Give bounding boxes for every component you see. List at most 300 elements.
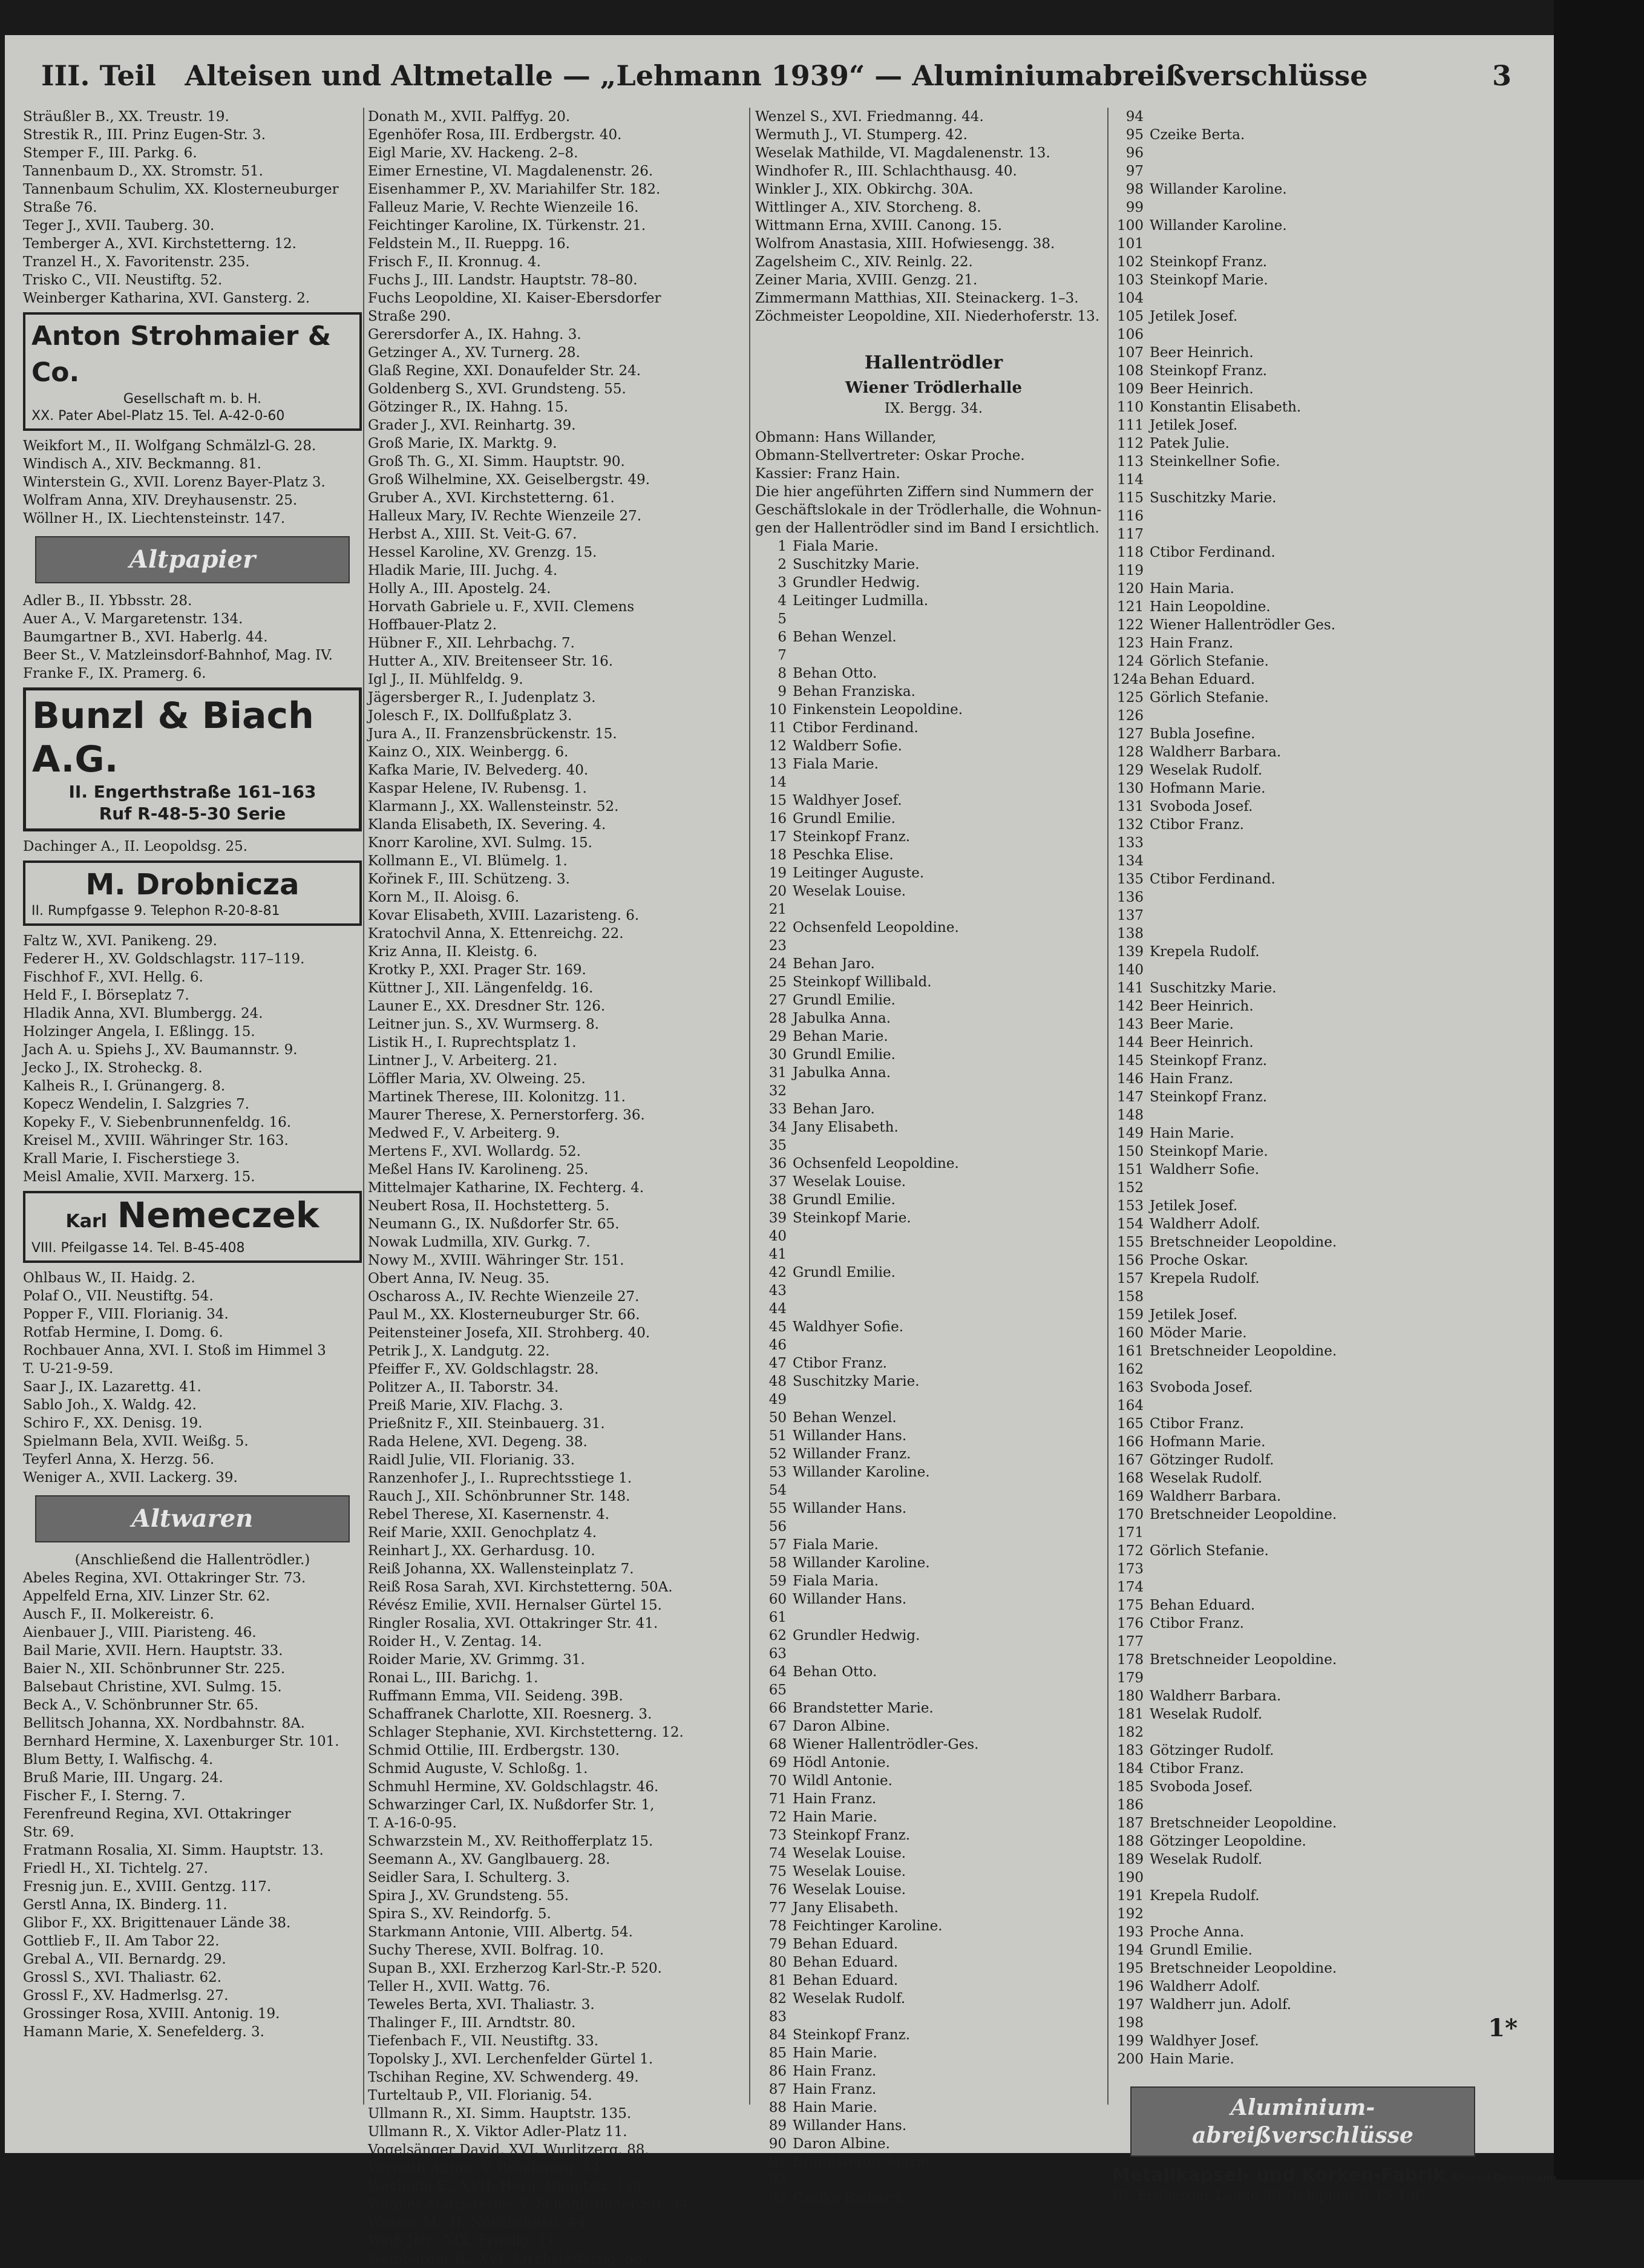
stall-holder: Ctibor Franz. bbox=[793, 1355, 887, 1371]
stall-row bbox=[1112, 1324, 1493, 1342]
stall-number: 141 bbox=[1117, 980, 1144, 996]
entry-line: Ranzenhofer J., I.. Ruprechtsstiege 1. bbox=[368, 1470, 632, 1486]
stall-row bbox=[755, 1118, 1112, 1136]
stall-row bbox=[755, 664, 1112, 683]
stall-holder: Götzinger Rudolf. bbox=[1150, 1743, 1274, 1758]
stall-holder: Bretschneider Leopoldine. bbox=[1150, 1507, 1337, 1522]
entry-line: Grossl F., XV. Hadmerlsg. 27. bbox=[23, 1988, 229, 2004]
stall-holder: Bretschneider Leopoldine. bbox=[1150, 1652, 1337, 1668]
stall-number: 180 bbox=[1117, 1688, 1144, 1704]
stall-holder: Behan Marie. bbox=[793, 1029, 888, 1044]
stall-row bbox=[1112, 816, 1493, 834]
stall-number: 10 bbox=[768, 702, 787, 718]
stall-holder: Suschitzky Marie. bbox=[1150, 490, 1277, 506]
stall-holder: Hain Leopoldine. bbox=[1150, 599, 1271, 615]
entry-line: Zöchmeister Leopoldine, XII. Niederhoferstr. 13. bbox=[755, 309, 1100, 324]
stall-row bbox=[755, 792, 1112, 810]
stall-number: 154 bbox=[1117, 1216, 1144, 1232]
entry-line: Str. 69. bbox=[23, 1824, 74, 1840]
stall-row bbox=[1112, 1270, 1493, 1288]
section-note: (Anschließend die Hallentrödler.) bbox=[74, 1552, 310, 1568]
stall-number: 198 bbox=[1117, 2015, 1144, 2031]
page-number: 3 bbox=[1492, 59, 1511, 92]
stall-number: 197 bbox=[1117, 1997, 1144, 2013]
stall-number: 46 bbox=[768, 1337, 787, 1353]
stall-row bbox=[1112, 2032, 1493, 2050]
entry-line: Ruffmann Emma, VII. Seideng. 39B. bbox=[368, 1688, 623, 1704]
stall-holder: Waldherr Sofie. bbox=[1150, 1162, 1260, 1178]
stall-number: 3 bbox=[778, 575, 787, 591]
stall-row bbox=[1112, 253, 1493, 271]
stall-row bbox=[755, 2117, 1112, 2135]
entry-line: Maurer Therese, X. Pernerstorferg. 36. bbox=[368, 1107, 645, 1123]
stall-number: 97 bbox=[1125, 163, 1144, 179]
stall-number: 105 bbox=[1117, 309, 1144, 324]
entry-line: Rochbauer Anna, XVI. I. Stoß im Himmel 3 bbox=[23, 1343, 326, 1359]
stall-number: 41 bbox=[768, 1247, 787, 1262]
entry-line: Beck A., V. Schönbrunner Str. 65. bbox=[23, 1697, 259, 1713]
stall-number: 169 bbox=[1117, 1489, 1144, 1504]
stall-holder: Steinkopf Franz. bbox=[1150, 1053, 1268, 1069]
entry-line: Grebal A., VII. Bernardg. 29. bbox=[23, 1952, 226, 1967]
stall-holder: Daron Albine. bbox=[793, 1719, 890, 1734]
stall-row bbox=[1112, 1905, 1493, 1923]
stall-number: 164 bbox=[1117, 1398, 1144, 1414]
stall-row bbox=[1112, 1052, 1493, 1070]
stall-row bbox=[1112, 1433, 1493, 1451]
stall-number: 190 bbox=[1117, 1870, 1144, 1886]
directory-page bbox=[5, 35, 1557, 2267]
stall-number: 69 bbox=[768, 1755, 787, 1771]
stall-row bbox=[755, 610, 1112, 628]
stall-row bbox=[755, 628, 1112, 646]
ad-address: VIII. Pfeilgasse 14. Tel. B-45-408 bbox=[31, 1241, 245, 1256]
stall-row bbox=[1112, 1106, 1493, 1124]
stall-holder: Steinkopf Franz. bbox=[793, 2027, 911, 2043]
stall-holder: Grundl Emilie. bbox=[793, 811, 896, 827]
stall-number: 27 bbox=[768, 992, 787, 1008]
entry-list bbox=[23, 108, 362, 307]
stall-number: 14 bbox=[768, 775, 787, 790]
stall-row bbox=[755, 719, 1112, 737]
stall-holder: Willander Hans. bbox=[793, 2118, 907, 2134]
ad-first-name: Karl bbox=[65, 1211, 108, 1232]
stall-number: 168 bbox=[1117, 1470, 1144, 1486]
stall-row bbox=[755, 1953, 1112, 1971]
stall-number: 178 bbox=[1117, 1652, 1144, 1668]
stall-holder: Jabulka Anna. bbox=[793, 1065, 891, 1081]
stall-number: 93 bbox=[768, 2191, 787, 2206]
stall-number: 42 bbox=[768, 1265, 787, 1280]
stall-row bbox=[1112, 725, 1493, 743]
stall-row bbox=[755, 1844, 1112, 1863]
entry-line: Schlager Stephanie, XVI. Kirchstetterng. 12. bbox=[368, 1725, 684, 1740]
entry-line: Kreisel M., XVIII. Währinger Str. 163. bbox=[23, 1133, 289, 1149]
stall-number: 109 bbox=[1117, 381, 1144, 397]
stall-row bbox=[755, 1572, 1112, 1590]
stall-holder: Waldherr Adolf. bbox=[1150, 1216, 1260, 1232]
stall-row bbox=[1112, 307, 1493, 326]
stall-row bbox=[755, 1173, 1112, 1191]
part-label: III. Teil bbox=[41, 59, 156, 92]
stall-row bbox=[1112, 326, 1493, 344]
stall-number: 124 bbox=[1117, 654, 1144, 669]
stall-row bbox=[1112, 1760, 1493, 1778]
stall-holder: Hain Marie. bbox=[1150, 2051, 1234, 2067]
entry-line: Windhofer R., III. Schlachthausg. 40. bbox=[755, 163, 1017, 179]
ad-company-name: Nemeczek bbox=[117, 1195, 319, 1236]
stall-number: 179 bbox=[1117, 1670, 1144, 1686]
entry-line: Stemper F., III. Parkg. 6. bbox=[23, 145, 197, 161]
entry-line: Spielmann Bela, XVII. Weißg. 5. bbox=[23, 1434, 249, 1449]
entry-line: Ohlbaus W., II. Haidg. 2. bbox=[23, 1270, 195, 1286]
stall-row bbox=[755, 1554, 1112, 1572]
stall-number: 71 bbox=[768, 1791, 787, 1807]
stall-row bbox=[755, 1318, 1112, 1336]
stall-number: 111 bbox=[1117, 418, 1144, 433]
entry-line: Neubert Rosa, II. Hochstetterg. 5. bbox=[368, 1198, 610, 1214]
stall-row bbox=[755, 1282, 1112, 1300]
stall-number: 36 bbox=[768, 1156, 787, 1172]
entry-line: Jecko J., IX. Stroheckg. 8. bbox=[23, 1060, 203, 1076]
stall-row bbox=[755, 1518, 1112, 1536]
stall-holder: Hain Franz. bbox=[793, 1791, 877, 1807]
stall-number: 182 bbox=[1117, 1725, 1144, 1740]
entry-line: Wenzel S., XVI. Friedmanng. 44. bbox=[755, 109, 984, 125]
entry-line: Schaffranek Charlotte, XII. Roesnerg. 3. bbox=[368, 1706, 652, 1722]
entry-line: Politzer A., II. Taborstr. 34. bbox=[368, 1380, 559, 1395]
stall-row bbox=[1112, 1524, 1493, 1542]
entry-line: Paul M., XX. Klosterneuburger Str. 66. bbox=[368, 1307, 640, 1323]
stall-holder: Brandstetter Marie. bbox=[793, 2154, 934, 2170]
stall-number: 29 bbox=[768, 1029, 787, 1044]
entry-line: Roider Marie, XV. Grimmg. 31. bbox=[368, 1652, 585, 1668]
stall-number: 6 bbox=[778, 629, 787, 645]
column-2 bbox=[368, 108, 743, 2267]
entry-line: Feldstein M., II. Rueppg. 16. bbox=[368, 236, 570, 252]
entry-line: Weinberger R., XVI. Kirchstetterng. 53. bbox=[368, 2251, 647, 2267]
entry-line: Kovar Elisabeth, XVIII. Lazaristeng. 6. bbox=[368, 908, 640, 923]
stall-row bbox=[755, 2135, 1112, 2153]
stall-number: 129 bbox=[1117, 762, 1144, 778]
entry-line: Fischhof F., XVI. Hellg. 6. bbox=[23, 969, 203, 985]
entry-line: Goldenberg S., XVI. Grundsteng. 55. bbox=[368, 381, 626, 397]
stall-number: 167 bbox=[1117, 1452, 1144, 1468]
column-4 bbox=[1112, 108, 1557, 2204]
stall-holder: Steinkopf Franz. bbox=[793, 829, 911, 845]
stall-holder: Ctibor Ferdinand. bbox=[1150, 871, 1276, 887]
stall-row bbox=[1112, 616, 1493, 634]
stall-holder: Beer Marie. bbox=[1150, 1017, 1234, 1032]
stall-row bbox=[1112, 888, 1493, 906]
stall-row bbox=[1112, 453, 1493, 471]
entry-line: Holzinger Angela, I. Eßlingg. 15. bbox=[23, 1024, 255, 1040]
stall-number: 2 bbox=[778, 557, 787, 572]
entry-line: Teger J., XVII. Tauberg. 30. bbox=[23, 218, 215, 234]
entry-line: Baumgartner B., XVI. Haberlg. 44. bbox=[23, 629, 268, 645]
stall-number: 86 bbox=[768, 2063, 787, 2079]
stall-number: 61 bbox=[768, 1610, 787, 1625]
stall-holder: Weselak Louise. bbox=[793, 1174, 906, 1190]
entry-line: Kriz Anna, II. Kleistg. 6. bbox=[368, 944, 538, 960]
stall-row bbox=[1112, 1034, 1493, 1052]
entry-line: Hessel Karoline, XV. Grenzg. 15. bbox=[368, 545, 597, 560]
page-title: Alteisen und Altmetalle — „Lehmann 1939“ — Aluminiumabreißverschlüsse bbox=[185, 59, 1368, 92]
stall-list bbox=[755, 537, 1112, 2207]
stall-row bbox=[755, 810, 1112, 828]
stall-row bbox=[1112, 2050, 1493, 2068]
signature-mark: 1* bbox=[1488, 2014, 1518, 2042]
section-banner-altpapier: Altpapier bbox=[35, 536, 350, 583]
entry-line: Saar J., IX. Lazarettg. 41. bbox=[23, 1379, 201, 1395]
stall-number: 52 bbox=[768, 1446, 787, 1462]
stall-number: 146 bbox=[1117, 1071, 1144, 1087]
stall-row bbox=[755, 1808, 1112, 1826]
entry-line: Wermuth J., VI. Stumperg. 42. bbox=[755, 127, 968, 143]
stall-holder: Feichtinger Karoline. bbox=[793, 1918, 943, 1934]
entry-line: Held F., I. Börseplatz 7. bbox=[23, 988, 189, 1003]
stall-number: 128 bbox=[1117, 744, 1144, 760]
entry-line: Wittmann Erna, XVIII. Canong. 15. bbox=[755, 218, 1003, 234]
stall-holder: Willander Hans. bbox=[793, 1428, 907, 1444]
entry-line: Schiro F., XX. Denisg. 19. bbox=[23, 1415, 203, 1431]
entry-line: Krall Marie, I. Fischerstiege 3. bbox=[23, 1151, 240, 1167]
stall-number: 48 bbox=[768, 1374, 787, 1389]
entry-line: Reif Marie, XXII. Genochplatz 4. bbox=[368, 1525, 597, 1541]
stall-number: 176 bbox=[1117, 1616, 1144, 1631]
stall-holder: Ctibor Franz. bbox=[1150, 817, 1244, 833]
stall-row bbox=[755, 900, 1112, 919]
stall-holder: Waldhyer Josef. bbox=[1150, 2033, 1259, 2049]
stall-number: 34 bbox=[768, 1119, 787, 1135]
stall-row bbox=[755, 2099, 1112, 2117]
stall-row bbox=[755, 1227, 1112, 1245]
stall-number: 103 bbox=[1117, 272, 1144, 288]
stall-holder: Proche Anna. bbox=[1150, 1924, 1245, 1940]
entry-line: Kopeky F., V. Siebenbrunnenfeldg. 16. bbox=[23, 1115, 292, 1130]
entry-line: Abeles Regina, XVI. Ottakringer Str. 73. bbox=[23, 1570, 306, 1586]
stall-number: 44 bbox=[768, 1301, 787, 1317]
stall-holder: Waldhyer Josef. bbox=[793, 793, 902, 808]
stall-number: 171 bbox=[1117, 1525, 1144, 1541]
stall-row bbox=[755, 1372, 1112, 1391]
stall-row bbox=[755, 1300, 1112, 1318]
entry-line: Wachuda E., XVII. Hern. Hauptstr. 158. bbox=[368, 2178, 647, 2194]
entry-line: Tranzel H., X. Favoritenstr. 235. bbox=[23, 254, 250, 270]
ad-drobnicza bbox=[23, 860, 362, 926]
stall-number: 88 bbox=[768, 2100, 787, 2116]
stall-number: 160 bbox=[1117, 1325, 1144, 1341]
entry-line: Seidler Sara, I. Schulterg. 3. bbox=[368, 1870, 570, 1886]
stall-row bbox=[1112, 362, 1493, 380]
entry-line: Tiefenbach F., VII. Neustiftg. 33. bbox=[368, 2033, 599, 2049]
stall-row bbox=[1112, 180, 1493, 198]
entry-line: Schwarzstein M., XV. Reithofferplatz 15. bbox=[368, 1834, 653, 1849]
entry-line: Falleuz Marie, V. Rechte Wienzeile 16. bbox=[368, 200, 639, 215]
stall-row bbox=[1112, 670, 1493, 689]
stall-holder: Weselak Rudolf. bbox=[1150, 1470, 1263, 1486]
stall-number: 78 bbox=[768, 1918, 787, 1934]
stall-holder: Proche Oskar. bbox=[1150, 1253, 1249, 1268]
entry-line: Ferenfreund Regina, XVI. Ottakringer bbox=[23, 1806, 291, 1822]
stall-row bbox=[1112, 1687, 1493, 1705]
section-title-hallentroedler: Hallentrödler bbox=[864, 352, 1003, 373]
entry-line: Dachinger A., II. Leopoldsg. 25. bbox=[23, 839, 248, 854]
section-banner-altwaren: Altwaren bbox=[35, 1495, 350, 1542]
stall-number: 20 bbox=[768, 883, 787, 899]
entry-line: Obmann-Stellvertreter: Oskar Proche. bbox=[755, 448, 1025, 464]
stall-row bbox=[755, 1209, 1112, 1227]
entry-line: Bellitsch Johanna, XX. Nordbahnstr. 8A. bbox=[23, 1716, 305, 1731]
entry-line: Faltz W., XVI. Panikeng. 29. bbox=[23, 933, 217, 949]
stall-holder: Willander Karoline. bbox=[793, 1464, 930, 1480]
stall-number: 7 bbox=[778, 647, 787, 663]
stall-number: 8 bbox=[778, 666, 787, 681]
entry-line: Klanda Elisabeth, IX. Severing. 4. bbox=[368, 817, 606, 833]
ad-company-name: M. Drobnicza bbox=[85, 868, 300, 902]
stall-row bbox=[1112, 525, 1493, 543]
stall-row bbox=[1112, 1070, 1493, 1088]
stall-holder: Svoboda Josef. bbox=[1150, 1380, 1253, 1395]
stall-number: 126 bbox=[1117, 708, 1144, 724]
entry-line: Geschäftslokale in der Trödlerhalle, die Wohnun- bbox=[755, 502, 1102, 518]
stall-number: 119 bbox=[1117, 563, 1144, 578]
stall-number: 73 bbox=[768, 1827, 787, 1843]
stall-row bbox=[755, 2171, 1112, 2189]
stall-number: 24 bbox=[768, 956, 787, 972]
stall-holder: Steinkopf Franz. bbox=[1150, 254, 1268, 270]
stall-number: 188 bbox=[1117, 1834, 1144, 1849]
stall-holder: Bretschneider Leopoldine. bbox=[1150, 1343, 1337, 1359]
stall-number: 35 bbox=[768, 1138, 787, 1153]
stall-row bbox=[1112, 1850, 1493, 1869]
entry-line: Gottlieb F., II. Am Tabor 22. bbox=[23, 1933, 220, 1949]
stall-row bbox=[1112, 834, 1493, 852]
stall-row bbox=[1112, 126, 1493, 144]
stall-holder: Willander Karoline. bbox=[1150, 182, 1287, 197]
stall-number: 158 bbox=[1117, 1289, 1144, 1305]
stall-holder: Willander Hans. bbox=[793, 1501, 907, 1516]
stall-number: 58 bbox=[768, 1555, 787, 1571]
entry-line: Lintner J., V. Arbeiterg. 21. bbox=[368, 1053, 558, 1069]
entry-line: T. A-16-0-95. bbox=[368, 1815, 457, 1831]
ad-phone: Ruf R-48-5-30 Serie bbox=[99, 804, 286, 824]
entry-line: Tschihan Regine, XV. Schwenderg. 49. bbox=[368, 2070, 639, 2085]
stall-holder: Beer Heinrich. bbox=[1150, 998, 1254, 1014]
stall-row bbox=[1112, 1124, 1493, 1142]
stall-row bbox=[755, 1136, 1112, 1155]
entry-line: Thalinger F., III. Arndtstr. 80. bbox=[368, 2015, 576, 2031]
stall-number: 191 bbox=[1117, 1888, 1144, 1904]
stall-holder: Steinkopf Marie. bbox=[1150, 1144, 1268, 1159]
entry-line: Fischer F., I. Sterng. 7. bbox=[23, 1788, 186, 1804]
entry-line: Auer A., V. Margaretenstr. 134. bbox=[23, 611, 243, 627]
entry-line: Weiß Joh., XIX. Friedlg. 11. bbox=[368, 2233, 560, 2249]
entry-line: Eimer Ernestine, VI. Magdalenenstr. 26. bbox=[368, 163, 653, 179]
stall-holder: Czeike Richard. bbox=[793, 2191, 905, 2206]
stall-row bbox=[755, 1990, 1112, 2008]
stall-number: 174 bbox=[1117, 1579, 1144, 1595]
stall-row bbox=[755, 1699, 1112, 1717]
stall-holder: Peschka Elise. bbox=[793, 847, 894, 863]
entry-line: Winkler J., XIX. Obkirchg. 30A. bbox=[755, 182, 974, 197]
stall-row bbox=[1112, 1215, 1493, 1233]
stall-row bbox=[755, 1826, 1112, 1844]
entry-line: Kollmann E., VI. Blümelg. 1. bbox=[368, 853, 568, 869]
stall-holder: Hain Franz. bbox=[793, 2063, 877, 2079]
stall-row bbox=[1112, 1451, 1493, 1469]
stall-number: 9 bbox=[778, 684, 787, 700]
stall-holder: Waldherr Adolf. bbox=[1150, 1979, 1260, 1994]
entry-line: Eisenhammer P., XV. Mariahilfer Str. 182. bbox=[368, 182, 661, 197]
stall-row bbox=[1112, 1015, 1493, 1034]
stall-row bbox=[1112, 1161, 1493, 1179]
entry-line: Rebel Therese, XI. Kasernenstr. 4. bbox=[368, 1507, 610, 1522]
stall-number: 18 bbox=[768, 847, 787, 863]
stall-number: 184 bbox=[1117, 1761, 1144, 1777]
stall-row bbox=[1112, 1941, 1493, 1959]
stall-number: 157 bbox=[1117, 1271, 1144, 1286]
stall-row bbox=[1112, 1923, 1493, 1941]
stall-number: 12 bbox=[768, 738, 787, 754]
stall-holder: Krepela Rudolf. bbox=[1150, 944, 1260, 960]
stall-number: 33 bbox=[768, 1101, 787, 1117]
stall-row bbox=[755, 1009, 1112, 1027]
entry-line: Löffler Maria, XV. Olweing. 25. bbox=[368, 1071, 586, 1087]
stall-holder: Steinkopf Franz. bbox=[1150, 363, 1268, 379]
stall-holder: Hain Franz. bbox=[793, 2082, 877, 2097]
stall-number: 53 bbox=[768, 1464, 787, 1480]
stall-holder: Behan Franziska. bbox=[793, 684, 915, 700]
stall-row bbox=[1112, 1778, 1493, 1796]
stall-row bbox=[1112, 1542, 1493, 1560]
stall-number: 65 bbox=[768, 1682, 787, 1698]
entry-line: Donath M., XVII. Palffyg. 20. bbox=[368, 109, 571, 125]
stall-row bbox=[755, 1027, 1112, 1046]
section-address: IX. Bergg. 34. bbox=[884, 401, 983, 416]
stall-number: 138 bbox=[1117, 926, 1144, 942]
stall-holder: Fiala Marie. bbox=[793, 539, 879, 554]
stall-number: 74 bbox=[768, 1846, 787, 1861]
entry-line: Windisch A., XIV. Beckmanng. 81. bbox=[23, 456, 261, 472]
stall-holder: Behan Eduard. bbox=[793, 1973, 899, 1988]
stall-row bbox=[1112, 1614, 1493, 1633]
entry-line: Kořinek F., III. Schützeng. 3. bbox=[368, 871, 570, 887]
stall-number: 121 bbox=[1117, 599, 1144, 615]
stall-row bbox=[1112, 398, 1493, 416]
entry-line: Medwed F., V. Arbeiterg. 9. bbox=[368, 1126, 560, 1141]
stall-row bbox=[755, 955, 1112, 973]
entry-line: Korn M., II. Aloisg. 6. bbox=[368, 890, 520, 905]
entry-line: T. U-21-9-59. bbox=[23, 1361, 114, 1377]
entry-line: Grader J., XVI. Reinhartg. 39. bbox=[368, 418, 576, 433]
stall-number: 147 bbox=[1117, 1089, 1144, 1105]
stall-row bbox=[1112, 1742, 1493, 1760]
stall-row bbox=[755, 991, 1112, 1009]
stall-row bbox=[755, 1917, 1112, 1935]
ad-address: II. Rumpfgasse 9. Telephon R-20-8-81 bbox=[31, 903, 280, 919]
stall-row bbox=[1112, 707, 1493, 725]
entry-line: Petrik J., X. Landgutg. 22. bbox=[368, 1343, 550, 1359]
stall-number: 194 bbox=[1117, 1942, 1144, 1958]
entry-line: Jolesch F., IX. Dollfußplatz 3. bbox=[368, 708, 572, 724]
stall-row bbox=[755, 1971, 1112, 1990]
stall-number: 134 bbox=[1117, 853, 1144, 869]
stall-holder: Jany Elisabeth. bbox=[793, 1900, 899, 1916]
stall-row bbox=[1112, 271, 1493, 289]
stall-row bbox=[755, 1499, 1112, 1518]
ad-company-name: Anton Strohmaier & Co. bbox=[31, 321, 332, 388]
